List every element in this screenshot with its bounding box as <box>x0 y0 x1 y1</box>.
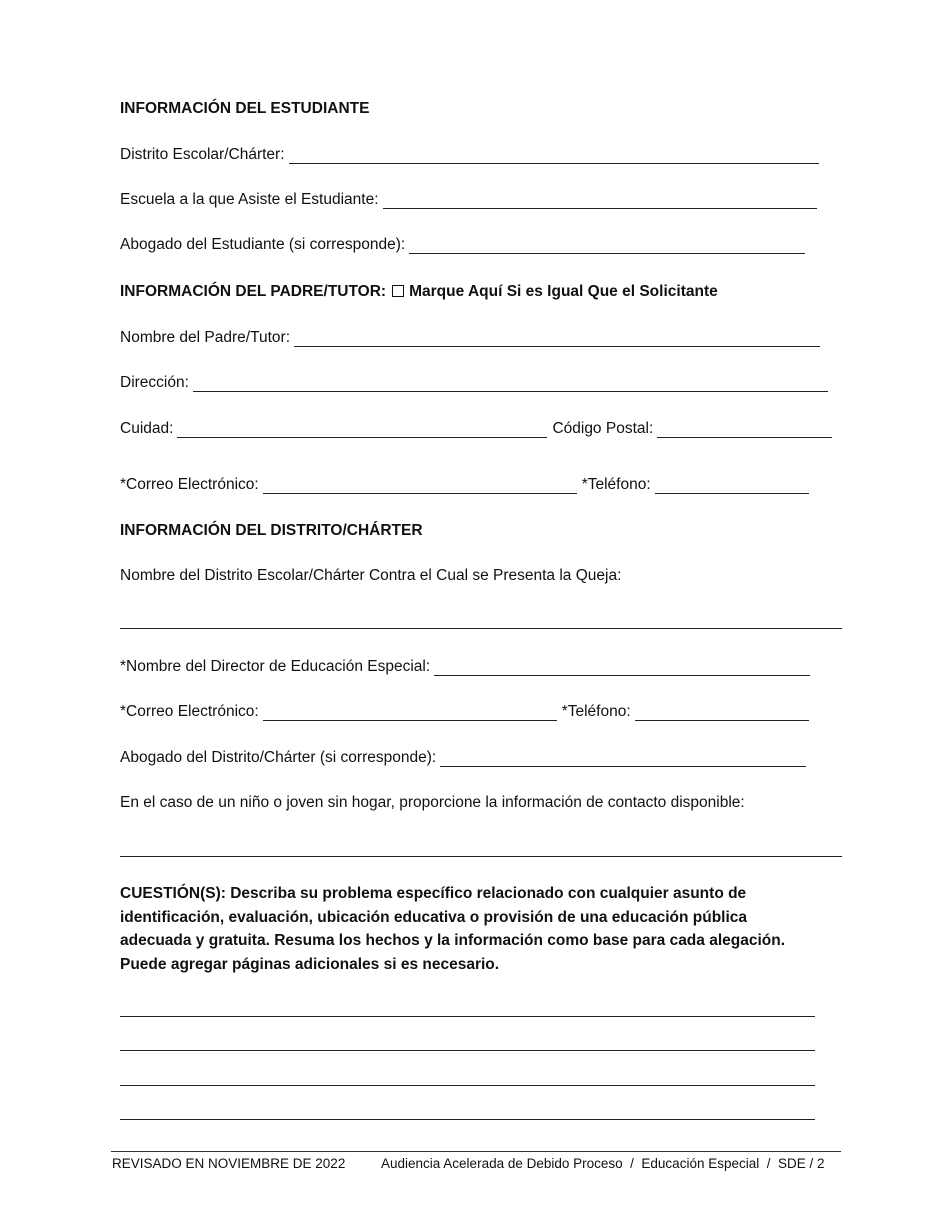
parent-email-field[interactable] <box>263 479 577 494</box>
parent-email-label: *Correo Electrónico: <box>120 476 259 493</box>
parent-name-field[interactable] <box>294 332 820 347</box>
address-label: Dirección: <box>120 374 189 391</box>
district-section-heading: INFORMACIÓN DEL DISTRITO/CHÁRTER <box>120 522 423 539</box>
student-section-heading: INFORMACIÓN DEL ESTUDIANTE <box>120 100 370 117</box>
issues-line-4[interactable] <box>120 1119 815 1120</box>
parent-phone-label: *Teléfono: <box>581 476 651 493</box>
district-phone-label: *Teléfono: <box>561 703 631 720</box>
student-attorney-row <box>120 236 805 254</box>
city-field[interactable] <box>177 423 547 438</box>
footer-divider <box>111 1151 841 1152</box>
district-email-label: *Correo Electrónico: <box>120 703 259 720</box>
district-attorney-label: Abogado del Distrito/Chárter (si corresponde): <box>120 749 437 766</box>
school-row <box>120 191 817 209</box>
district-row <box>120 146 819 164</box>
homeless-field[interactable] <box>120 856 842 857</box>
district-email-field[interactable] <box>263 706 557 721</box>
city-label: Cuidad: <box>120 420 174 437</box>
school-field[interactable] <box>383 194 817 209</box>
parent-phone-field[interactable] <box>655 479 809 494</box>
address-row <box>120 374 828 392</box>
parent-name-label: Nombre del Padre/Tutor: <box>120 329 291 346</box>
director-label: *Nombre del Director de Educación Especial: <box>120 658 431 675</box>
student-attorney-field[interactable] <box>409 239 805 254</box>
district-attorney-field[interactable] <box>440 752 806 767</box>
parent-section-heading: INFORMACIÓN DEL PADRE/TUTOR: <box>120 283 387 300</box>
district-phone-field[interactable] <box>635 706 809 721</box>
issues-line-3[interactable] <box>120 1085 815 1086</box>
footer-revised: REVISADO EN NOVIEMBRE DE 2022 <box>112 1156 346 1171</box>
district-name-label: Nombre del Distrito Escolar/Chárter Contra el Cual se Presenta la Queja: <box>120 567 622 584</box>
same-as-applicant-checkbox[interactable] <box>392 285 404 297</box>
address-field[interactable] <box>193 377 828 392</box>
district-field[interactable] <box>289 149 819 164</box>
zip-field[interactable] <box>657 423 832 438</box>
parent-section-heading-row <box>120 283 718 301</box>
issues-line-1[interactable] <box>120 1016 815 1017</box>
issues-line-2[interactable] <box>120 1050 815 1051</box>
issues-instructions: CUESTIÓN(S): Describa su problema específico relacionado con cualquier asunto de identificación, evaluación, ubicación educativa o provisión de una educación pública adecuada y gratuita. Resuma los hechos y la información como base para cada alegación. Puede agregar páginas adicionales si es necesario. <box>120 885 786 973</box>
same-as-applicant-label: Marque Aquí Si es Igual Que el Solicitante <box>409 283 718 300</box>
parent-contact-row <box>120 476 809 494</box>
director-field[interactable] <box>434 661 810 676</box>
district-label: Distrito Escolar/Chárter: <box>120 146 285 163</box>
school-label: Escuela a la que Asiste el Estudiante: <box>120 191 379 208</box>
director-row <box>120 658 810 676</box>
zip-label: Código Postal: <box>552 420 654 437</box>
district-contact-row <box>120 703 809 721</box>
footer-title: Audiencia Acelerada de Debido Proceso / Educación Especial / SDE / 2 <box>381 1156 825 1171</box>
district-attorney-row <box>120 749 806 767</box>
city-zip-row <box>120 420 832 438</box>
homeless-label: En el caso de un niño o joven sin hogar, proporcione la información de contacto disponible: <box>120 794 745 811</box>
parent-name-row <box>120 329 820 347</box>
district-name-field[interactable] <box>120 628 842 629</box>
student-attorney-label: Abogado del Estudiante (si corresponde): <box>120 236 406 253</box>
